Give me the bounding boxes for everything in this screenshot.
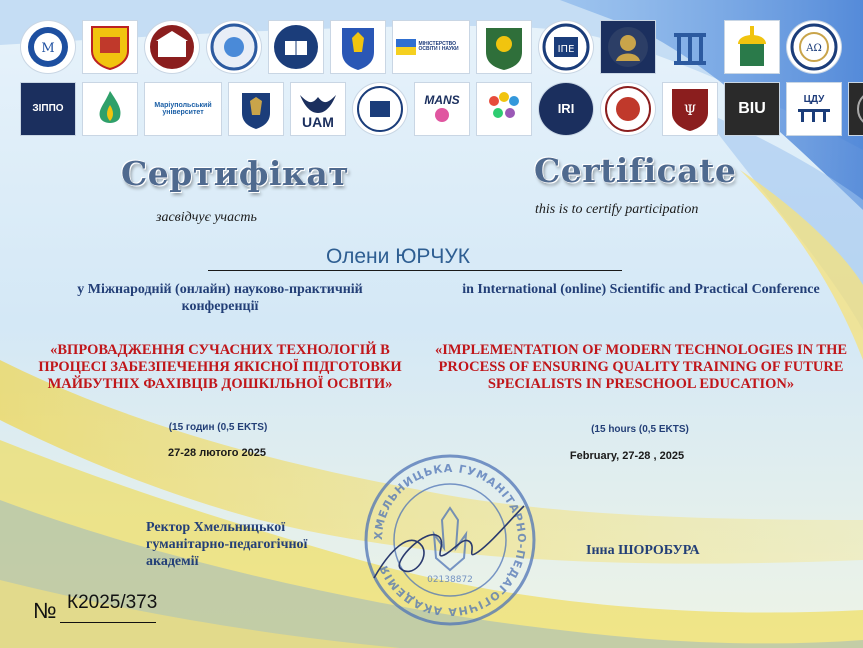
svg-text:ΑΩ: ΑΩ: [806, 43, 822, 54]
partner-logos-row-2: [20, 82, 863, 136]
recipient-name: Олени ЮРЧУК: [326, 245, 470, 268]
subtitle-en: this is to certify participation: [535, 202, 699, 217]
date-en: February, 27-28 , 2025: [569, 450, 685, 462]
conference-en: in International (online) Scientific and Practical Conference: [462, 282, 820, 297]
number-sign: №: [33, 598, 57, 623]
people-icon: [476, 82, 532, 136]
emblem-icon: [228, 82, 284, 136]
cathedral-icon: [724, 20, 780, 74]
subtitle-ua: засвідчує участь: [156, 210, 257, 225]
emblem-icon: [206, 20, 262, 74]
topic-en: «IMPLEMENTATION OF MODERN TECHNOLOGIES IN THE PROCESS OF ENSURING QUALITY TRAINING OF FUTURE SPECIALISTS IN PRESCHOOL EDUCATION»: [434, 342, 848, 393]
svg-text:ХМЕЛЬНИЦЬКА ГУМАНІТАРНО-ПЕДАГО: [372, 462, 528, 618]
mariupol-icon: [144, 82, 222, 136]
coat-of-arms-icon: [20, 20, 76, 74]
ipe-icon: [538, 20, 594, 74]
ministry-icon: [392, 20, 470, 74]
biu-text: BIU: [738, 99, 766, 117]
svg-text:Ψ: Ψ: [683, 103, 697, 119]
ipe-text: ІПЕ: [557, 44, 575, 55]
stamp-code: 02138872: [427, 575, 473, 585]
title-ua: Сертифікат: [121, 154, 350, 193]
crest-icon: [476, 20, 532, 74]
book-emblem-icon: [268, 20, 324, 74]
biu-icon: [724, 82, 780, 136]
building-icon: [144, 20, 200, 74]
official-stamp: [360, 450, 540, 630]
zippo-icon: [20, 82, 76, 136]
number-underline: [60, 622, 156, 623]
svg-text:М: М: [41, 41, 55, 56]
signatory-title: Ректор Хмельницької гуманітарно-педагогічної академії: [146, 520, 308, 569]
columns-icon: [662, 20, 718, 74]
zippo-text: ЗІППО: [32, 102, 64, 114]
signatory-name: Інна ШОРОБУРА: [586, 543, 700, 558]
ministry-text: МІНІСТЕРСТВО ОСВІТИ І НАУКИ: [418, 40, 459, 52]
certificate-number: К2025/373: [67, 592, 158, 613]
mans-icon: [414, 82, 470, 136]
conference-ua: у Міжнародній (онлайн) науково-практичній конференції: [77, 282, 363, 314]
title-en: Certificate: [534, 151, 737, 190]
hours-ua: (15 годин (0,5 EKTS): [168, 422, 268, 433]
iri-text: IRI: [557, 101, 575, 117]
mariupol-text: Маріупольський університет: [154, 101, 212, 116]
globe-icon: [538, 82, 594, 136]
mans-text: MANS: [424, 92, 460, 107]
topic-ua: «ВПРОВАДЖЕННЯ СУЧАСНИХ ТЕХНОЛОГІЙ В ПРОЦЕСІ ЗАБЕЗПЕЧЕННЯ ЯКІСНОЇ ПІДГОТОВКИ МАЙБУТНІХ ФАХІВЦІВ ДОШКІЛЬНОЇ ОСВІТИ»: [38, 342, 402, 393]
round-emblem-icon: [600, 82, 656, 136]
shield-icon: [662, 82, 718, 136]
stamp-ring-text: ХМЕЛЬНИЦЬКА ГУМАНІТАРНО-ПЕДАГОГІЧНА АКАДЕМІЯ: [371, 461, 529, 619]
coat-of-arms-icon: [330, 20, 386, 74]
portrait-icon: [600, 20, 656, 74]
hours-en: (15 hours (0,5 EKTS): [591, 424, 689, 435]
cdu-icon: [786, 82, 842, 136]
cdu-text: ЦДУ: [803, 93, 825, 105]
dark-emblem-icon: [848, 82, 863, 136]
uam-text: UAM: [302, 113, 334, 130]
round-emblem-icon: [352, 82, 408, 136]
date-ua: 27-28 лютого 2025: [168, 447, 266, 459]
round-emblem-icon: [786, 20, 842, 74]
eagle-icon: [290, 82, 346, 136]
flame-icon: [82, 82, 138, 136]
shield-icon: [82, 20, 138, 74]
partner-logos-row-1: [20, 20, 842, 74]
